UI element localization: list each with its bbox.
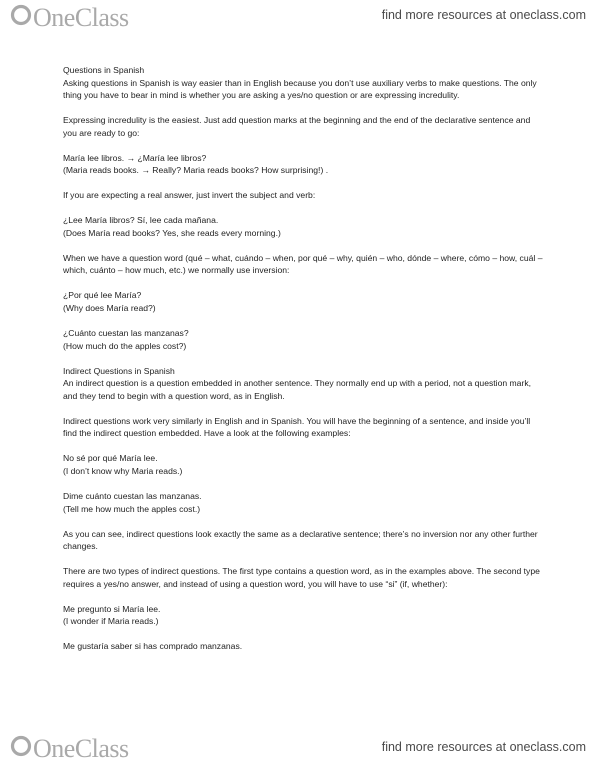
logo-icon <box>10 3 32 33</box>
example-block <box>63 152 543 177</box>
paragraph: When we have a question word (qué – what, cuándo – when, por qué – why, quién – who, dónde – where, cómo – how, cuál – which, cuánto – how much, etc.) we normally use inversion: <box>63 252 543 276</box>
example-english: (Does María read books? Yes, she reads every morning.) <box>63 227 281 238</box>
example-english: (I wonder if Maria reads.) <box>63 616 159 627</box>
example-block <box>63 452 543 477</box>
section-title: Indirect Questions in Spanish <box>63 365 175 376</box>
paragraph: Indirect questions work very similarly in English and in Spanish. You will have the beginning of a sentence, and inside you’ll find the indirect question embedded. Have a look at the following examples: <box>63 415 531 439</box>
example-english: (Why does María read?) <box>63 303 156 314</box>
example-spanish: No sé por qué María lee. <box>63 453 158 464</box>
example-spanish: Dime cuánto cuestan las manzanas. <box>63 490 202 501</box>
header-tagline-link[interactable]: find more resources at oneclass.com <box>381 8 586 22</box>
footer-tagline-link[interactable]: find more resources at oneclass.com <box>381 740 586 754</box>
example-block <box>63 289 543 314</box>
example-block <box>63 327 543 352</box>
example-english: (How much do the apples cost?) <box>63 340 187 351</box>
oneclass-logo[interactable] <box>10 3 129 33</box>
example-block <box>63 214 543 239</box>
example-block <box>63 490 543 515</box>
oneclass-logo-footer[interactable] <box>10 734 129 764</box>
paragraph: As you can see, indirect questions look exactly the same as a declarative sentence; there’s no inversion nor any other further changes. <box>63 528 538 552</box>
example-spanish: ¿Lee María libros? Sí, lee cada mañana. <box>63 215 219 226</box>
example-english: (Tell me how much the apples cost.) <box>63 503 201 514</box>
logo-text: OneClass <box>33 3 129 32</box>
example-spanish: ¿Cuánto cuestan las manzanas? <box>63 328 189 339</box>
paragraph: If you are expecting a real answer, just invert the subject and verb: <box>63 190 316 201</box>
paragraph: Asking questions in Spanish is way easier than in English because you don’t use auxiliary verbs to make questions. The only thing you have to bear in mind is whether you are asking a yes/no question or are expressing incredulity. <box>63 77 537 101</box>
example-spanish: ¿Por qué lee María? <box>63 290 142 301</box>
section-title: Questions in Spanish <box>63 65 145 75</box>
example-english: (I don’t know why Maria reads.) <box>63 465 183 476</box>
example-spanish: Me gustaría saber si has comprado manzanas. <box>63 641 243 652</box>
paragraph: Expressing incredulity is the easiest. Just add question marks at the beginning and the end of the declarative sentence and you are ready to go: <box>63 115 531 138</box>
example-english: (Maria reads books. → Really? Maria reads books? How surprising!) . <box>63 165 329 176</box>
paragraph: An indirect question is a question embedded in another sentence. They normally end up with a period, not a question mark, and they tend to begin with a question word, as in English. <box>63 378 532 401</box>
logo-text: OneClass <box>33 734 129 763</box>
example-spanish: María lee libros. → ¿María lee libros? <box>63 152 207 163</box>
logo-icon <box>10 734 32 764</box>
paragraph: There are two types of indirect questions. The first type contains a question word, as in the examples above. The second type requires a yes/no answer, and instead of using a question word, you will have to use “si” (if, whether): <box>63 566 540 589</box>
document-body <box>63 64 543 665</box>
example-block <box>63 603 543 628</box>
example-spanish: Me pregunto si María lee. <box>63 603 161 614</box>
